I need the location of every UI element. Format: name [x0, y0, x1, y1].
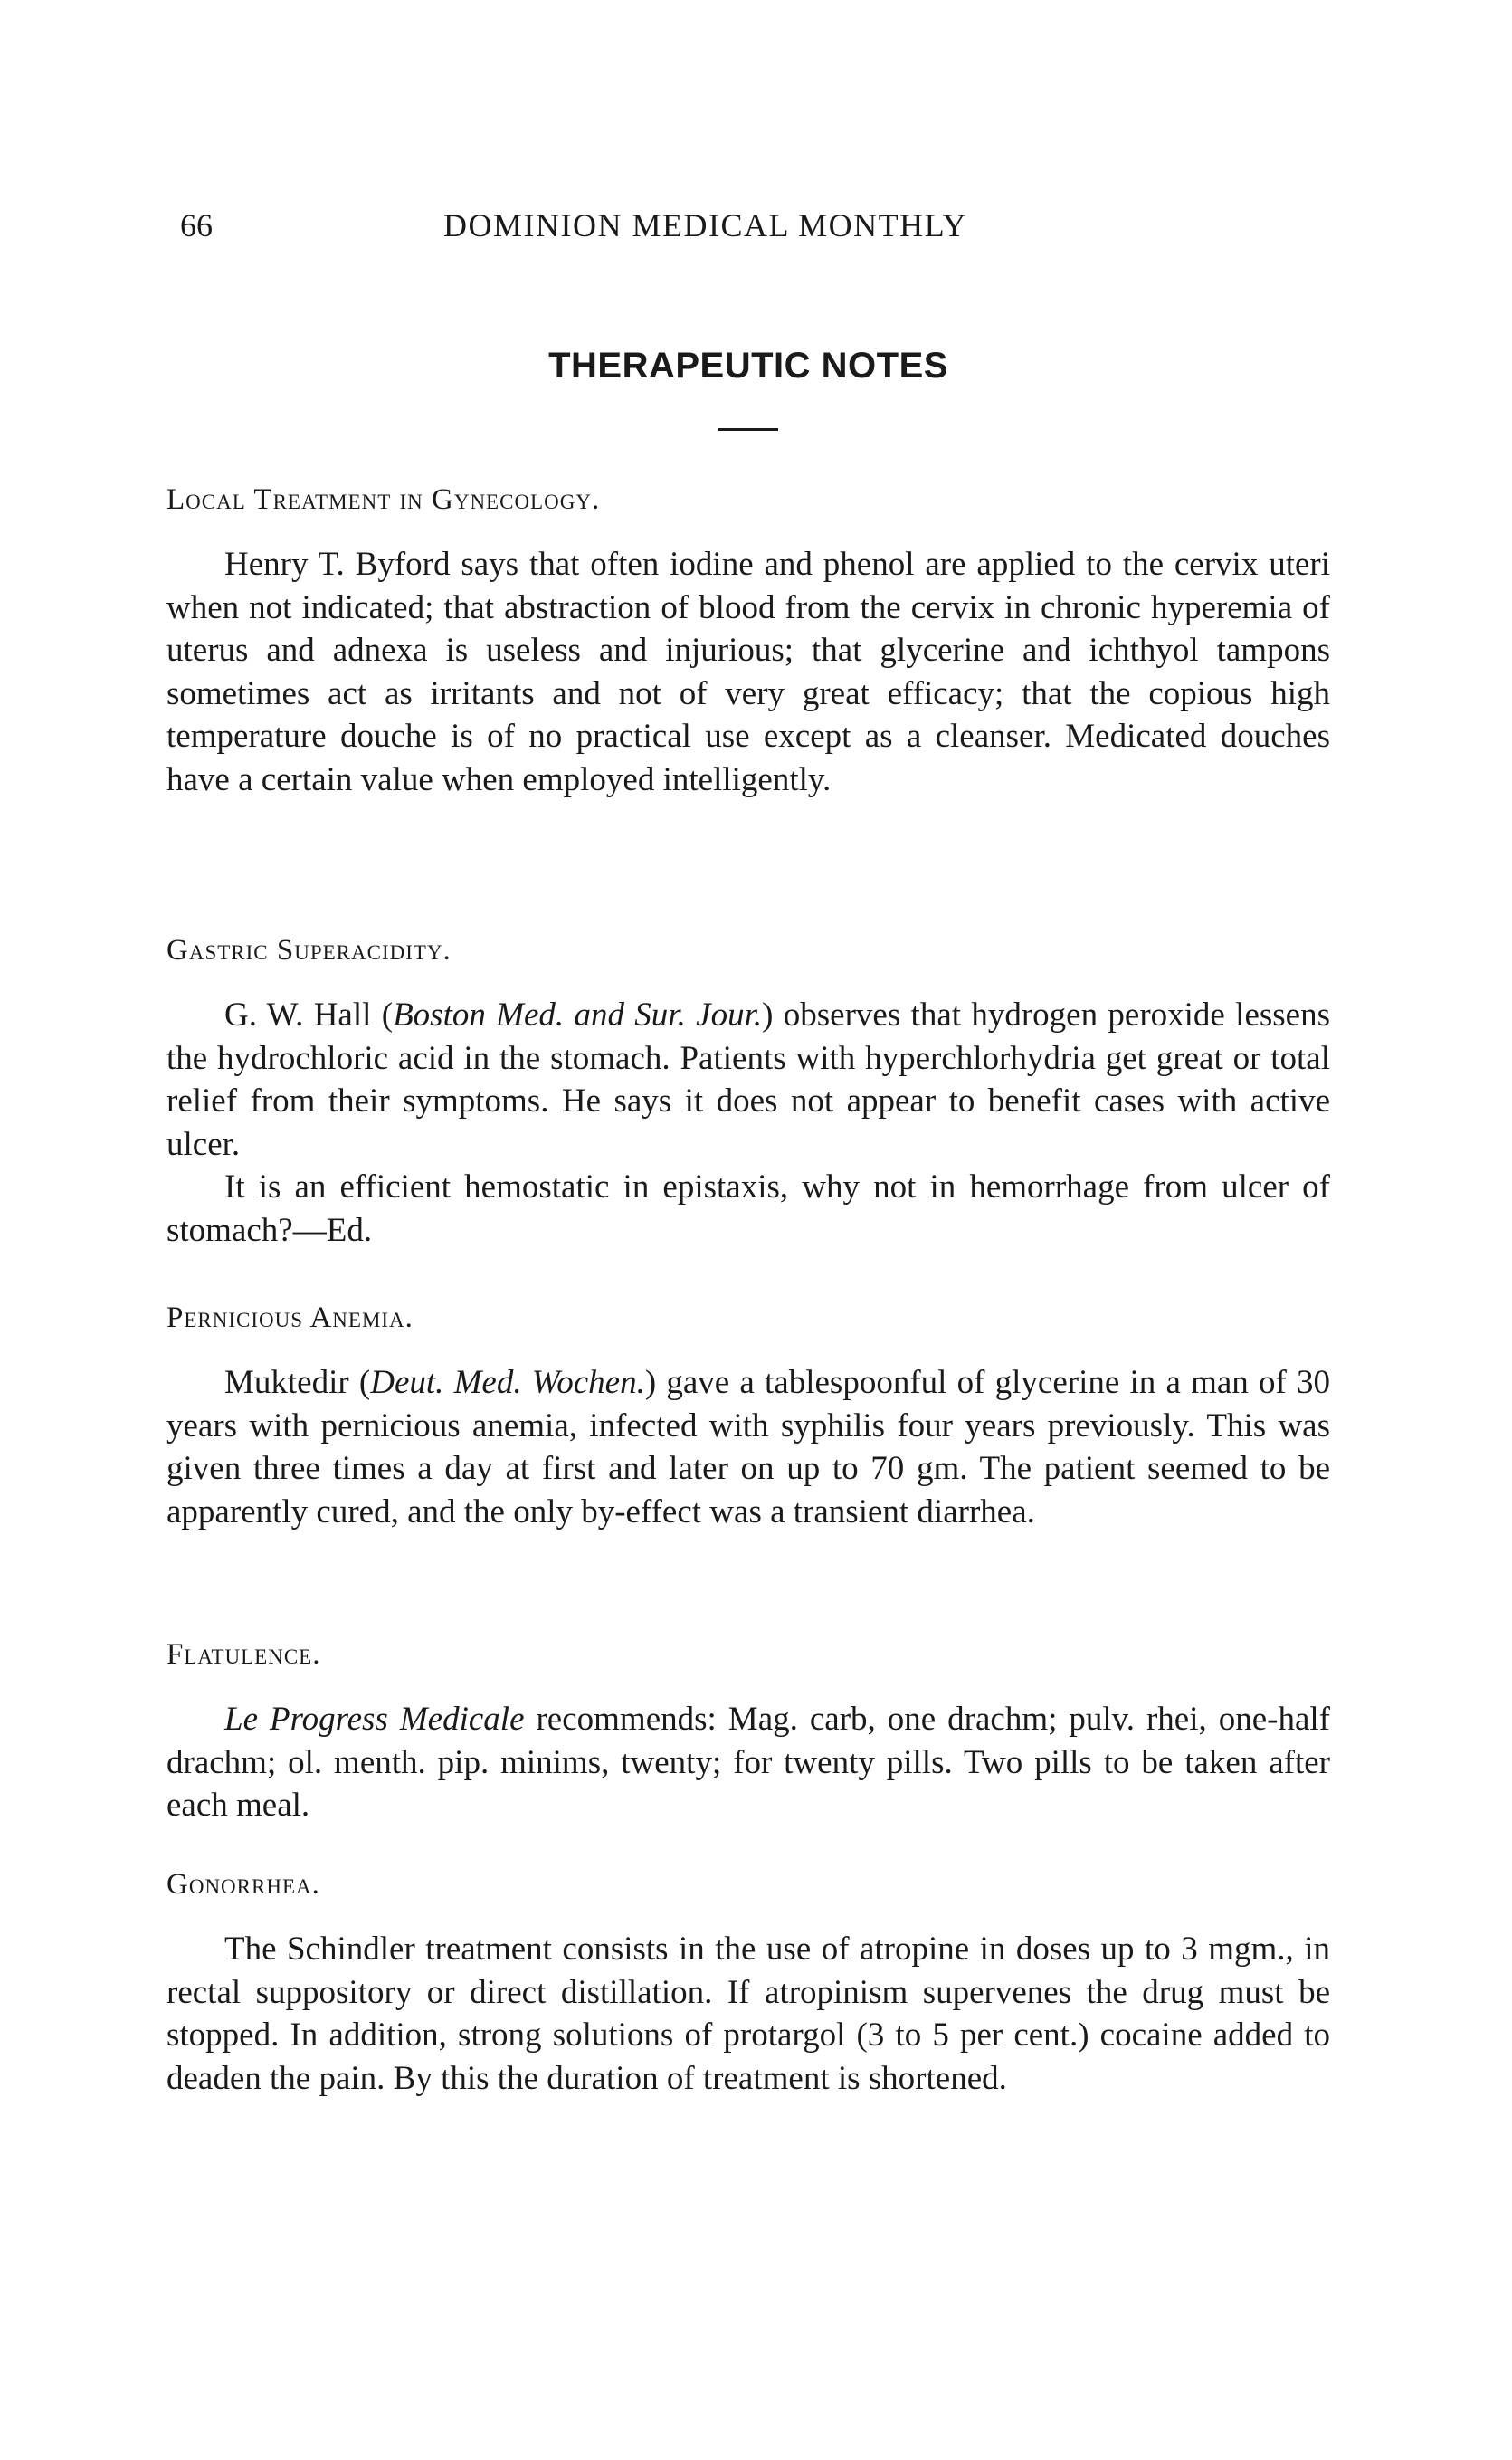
source-citation: Le Progress Medicale [224, 1701, 525, 1738]
note-paragraph [166, 1698, 1330, 1827]
note-paragraph [166, 1361, 1330, 1533]
note-gonorrhea [166, 1864, 1330, 2100]
journal-page [166, 0, 1330, 2460]
page-number: 66 [180, 207, 213, 243]
paragraph-text: recommends: Mag. carb, one drachm; pulv. rhei, one-half drachm; ol. menth. pip. minims, twenty; for twenty pills. Two pills to be taken after each meal. [166, 1701, 1330, 1824]
note-heading: Local Treatment in Gynecology. [166, 483, 601, 516]
paragraph-text: Muktedir ( [224, 1364, 371, 1401]
note-local-treatment-gynecology [166, 480, 1330, 801]
title-divider [718, 428, 778, 431]
note-paragraph [166, 994, 1330, 1166]
running-head [166, 206, 1330, 253]
source-citation: Boston Med. and Sur. Jour. [393, 996, 763, 1034]
paragraph-text: ) gave a tablespoonful of glycerine in a man of 30 years with pernicious anemia, infected with syphilis four years previously. This was given three times a day at first and later on up to 70 gm. The patient seemed to be apparently cured, and the only by-effect was a transient diarrhea. [166, 1364, 1331, 1530]
note-heading: Pernicious Anemia. [166, 1302, 414, 1334]
note-heading: Flatulence. [166, 1638, 321, 1671]
editor-comment: It is an efficient hemostatic in epistaxis, why not in hemorrhage from ulcer of stomach?—Ed. [166, 1168, 1330, 1249]
note-paragraph: The Schindler treatment consists in the use of atropine in doses up to 3 mgm., in rectal suppository or direct distillation. If atropinism supervenes the drug must be stopped. In addition, strong solutions of protargol (3 to 5 per cent.) cocaine added to deaden the pain. By this the duration of treatment is shortened. [166, 1931, 1330, 2097]
source-citation: Deut. Med. Wochen. [370, 1364, 645, 1401]
section-title: THERAPEUTIC NOTES [548, 346, 948, 386]
paragraph-text: G. W. Hall ( [224, 996, 394, 1034]
note-gastric-superacidity [166, 930, 1330, 1252]
note-pernicious-anemia [166, 1298, 1330, 1533]
journal-title: DOMINION MEDICAL MONTHLY [443, 207, 968, 243]
note-heading: Gonorrhea. [166, 1868, 320, 1901]
note-paragraph: Henry T. Byford says that often iodine and phenol are applied to the cervix uteri when not indicated; that abstraction of blood from the cervix in chronic hyperemia of uterus and adnexa is useless and injurious; that glycerine and ichthyol tampons sometimes act as irritants and not of very great efficacy; that the copious high temperature douche is of no practical use except as a cleanser. Medicated douches have a certain value when employed intelligently. [166, 546, 1330, 798]
note-heading: Gastric Superacidity. [166, 934, 452, 967]
paragraph-text: ) observes that hydrogen peroxide lessens the hydrochloric acid in the stomach. Patients with hyperchlorhydria get great or total relief from their symptoms. He says it does not appear to benefit cases with active ulcer. [166, 996, 1330, 1163]
note-flatulence [166, 1635, 1330, 1827]
